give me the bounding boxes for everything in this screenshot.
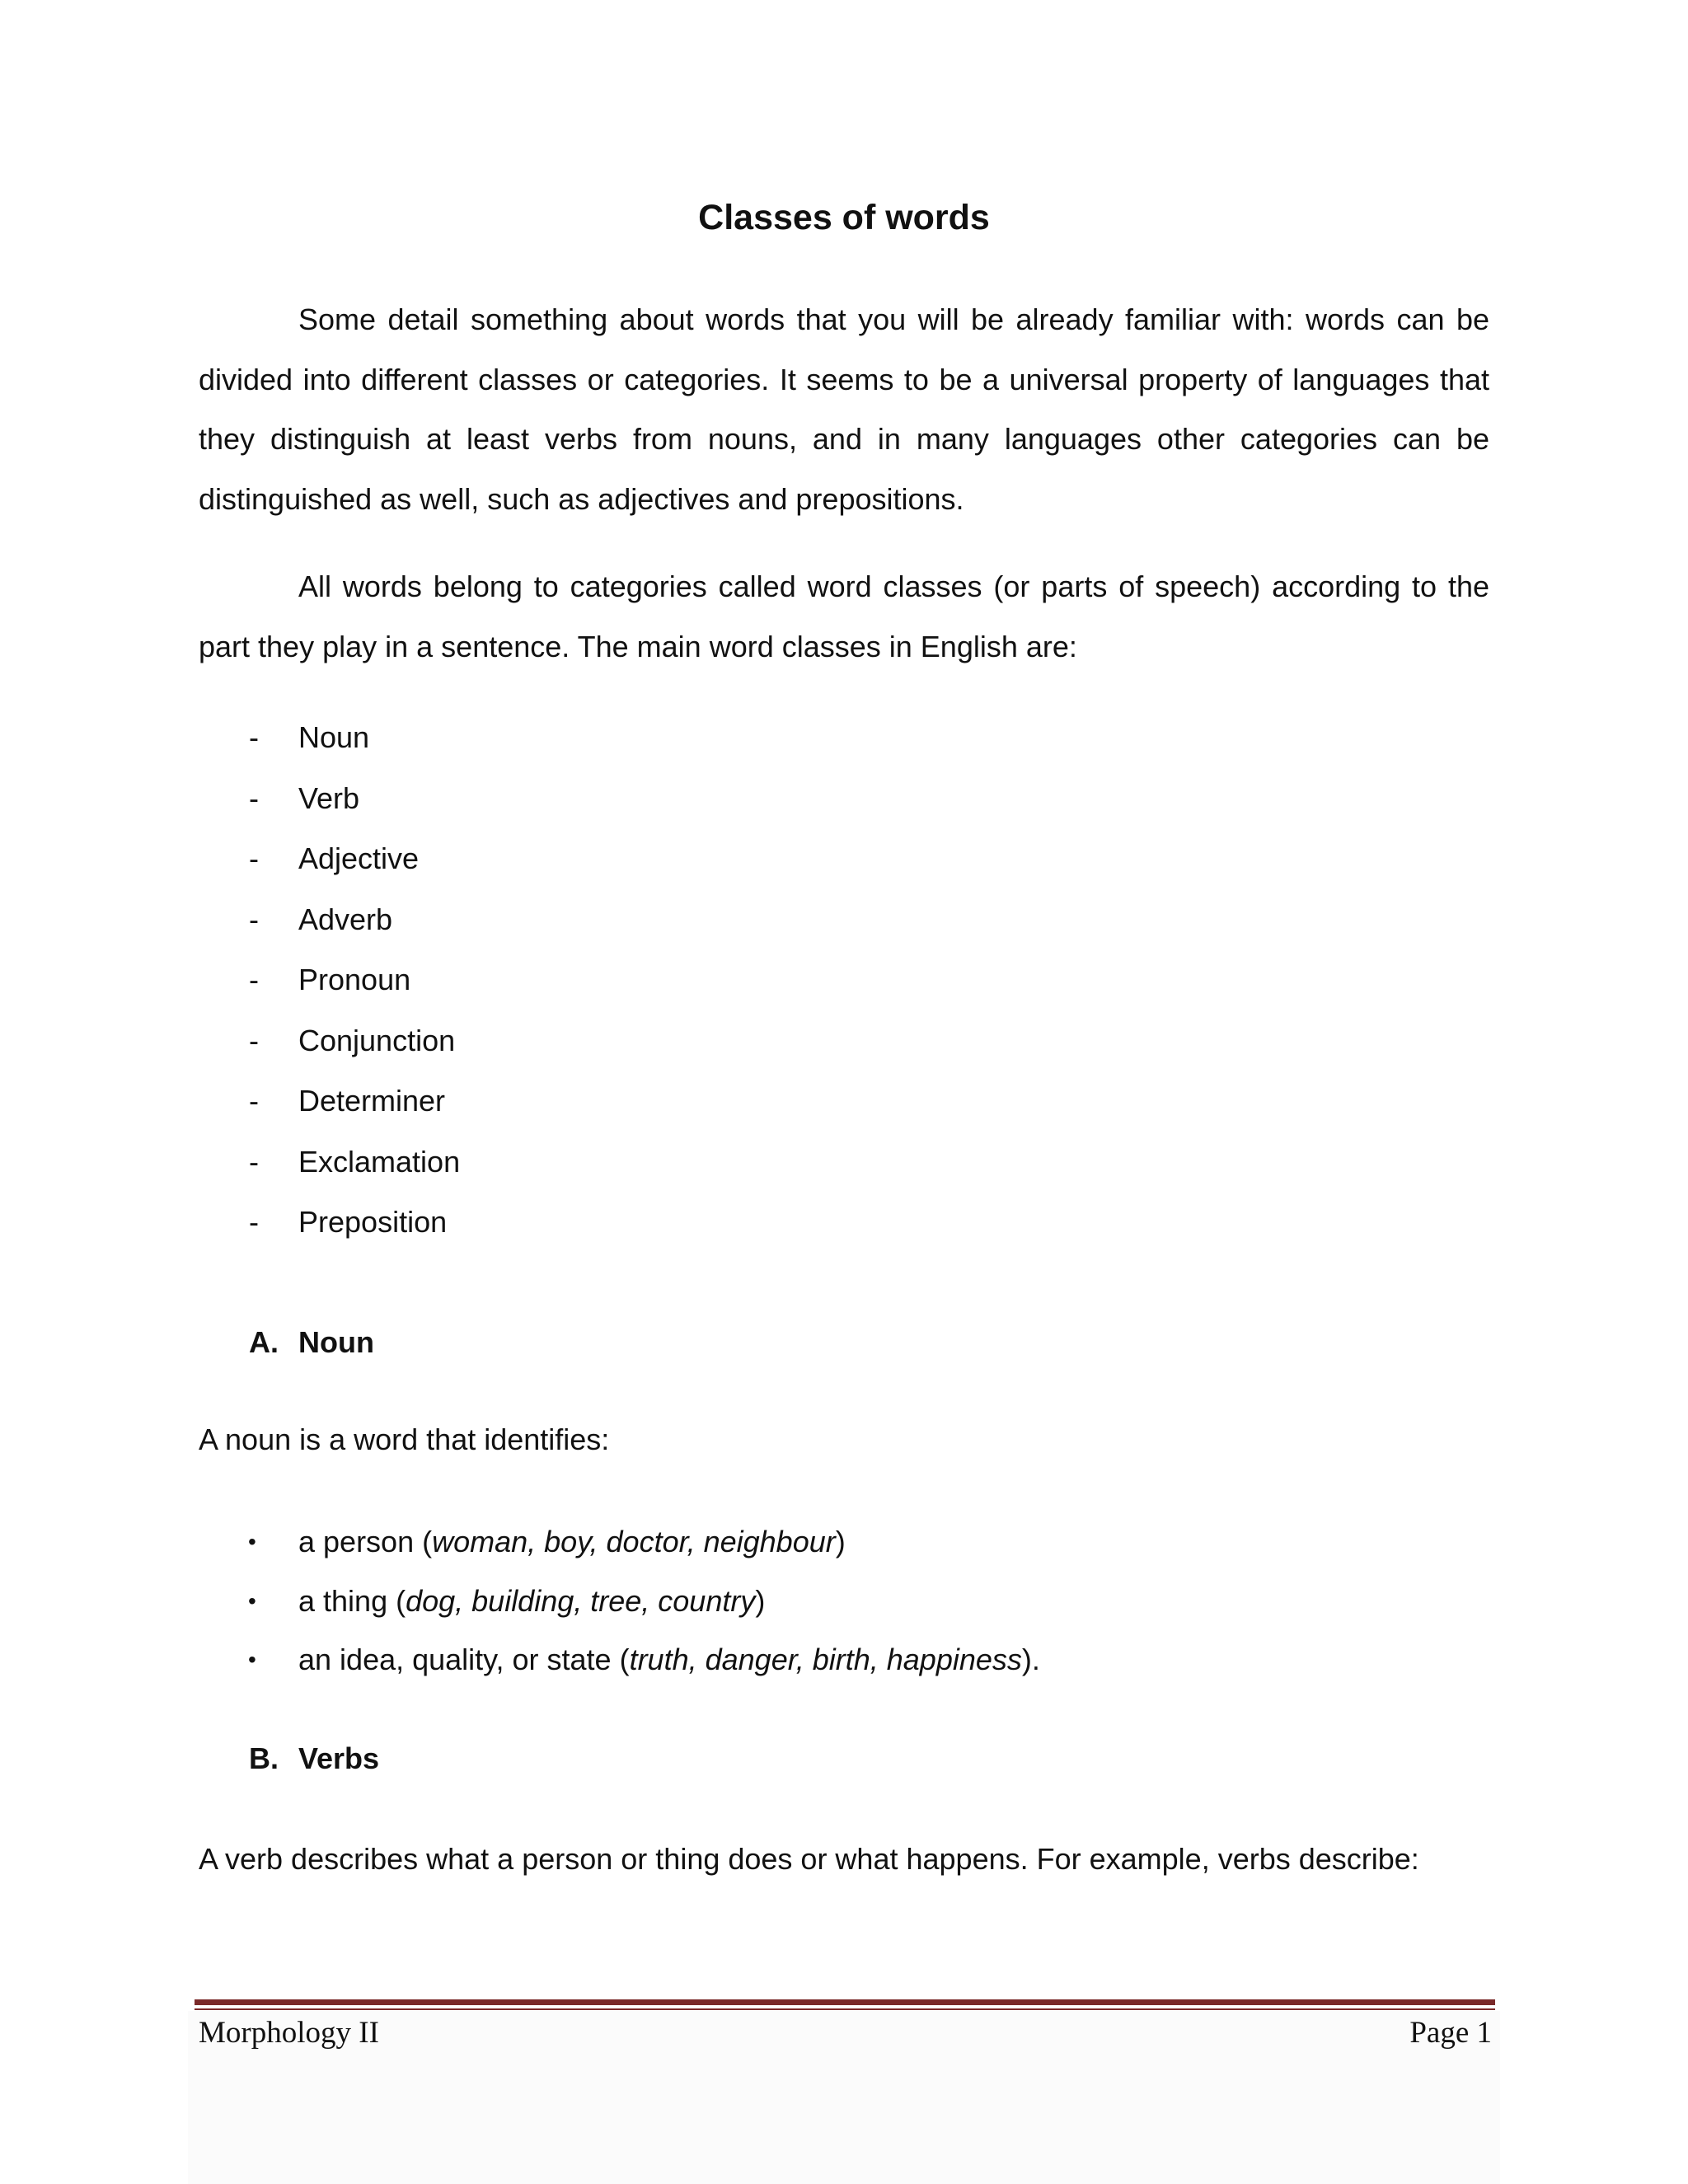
footer-page-number: Page 1: [1409, 2016, 1492, 2050]
examples: woman, boy, doctor, neighbour: [432, 1525, 836, 1558]
intro-paragraph: Some detail something about words that you will be already familiar with: words can be divided into different classes or categories. It seems to be a universal property of languages that they distinguish at least verbs from nouns, and in many languages other categories can be distinguished as well, such as adjectives and prepositions.: [199, 302, 1489, 517]
dash-marker: -: [249, 1084, 259, 1118]
list-item-label: Pronoun: [298, 963, 411, 996]
verb-definition: A verb describes what a person or thing does or what happens. For example, verbs describe:: [199, 1842, 1419, 1876]
section-letter: A.: [249, 1325, 279, 1359]
dash-marker: -: [249, 720, 259, 754]
word-classes-paragraph: All words belong to categories called word classes (or parts of speech) according to the part they play in a sentence. The main word classes in English are:: [199, 569, 1489, 663]
list-item-text: a thing (dog, building, tree, country): [298, 1583, 766, 1618]
section-title: Verbs: [298, 1741, 380, 1775]
dash-marker: -: [249, 1205, 259, 1239]
bullet-icon: •: [248, 1587, 256, 1614]
list-item-label: Conjunction: [298, 1023, 456, 1057]
page-title: Classes of words: [698, 198, 990, 237]
dash-marker: -: [249, 1144, 259, 1179]
list-item-label: Determiner: [298, 1084, 446, 1118]
list-item-label: Noun: [298, 720, 370, 754]
dash-marker: -: [249, 963, 259, 996]
list-item-text: an idea, quality, or state (truth, danger, birth, happiness).: [298, 1643, 1040, 1676]
list-item-label: Exclamation: [298, 1144, 461, 1179]
list-item-text: a person (woman, boy, doctor, neighbour): [298, 1525, 846, 1558]
footer-area: [188, 2011, 1500, 2184]
dash-marker: -: [249, 841, 259, 875]
examples: truth, danger, birth, happiness: [629, 1643, 1022, 1676]
footer-course-title: Morphology II: [199, 2016, 379, 2050]
noun-definition: A noun is a word that identifies:: [199, 1422, 610, 1456]
list-item-label: Adverb: [298, 902, 393, 936]
list-item-label: Preposition: [298, 1205, 448, 1239]
dash-marker: -: [249, 780, 259, 815]
bullet-icon: •: [248, 1647, 256, 1672]
dash-marker: -: [249, 1023, 259, 1057]
list-item-label: Verb: [298, 780, 360, 815]
bullet-icon: •: [248, 1529, 256, 1554]
footer-divider: [195, 1999, 1495, 2005]
list-item-label: Adjective: [298, 841, 420, 875]
section-title: Noun: [298, 1325, 374, 1359]
examples: dog, building, tree, country: [406, 1583, 756, 1618]
section-letter: B.: [249, 1741, 279, 1775]
footer-divider-thin: [195, 2008, 1495, 2010]
dash-marker: -: [249, 902, 259, 936]
